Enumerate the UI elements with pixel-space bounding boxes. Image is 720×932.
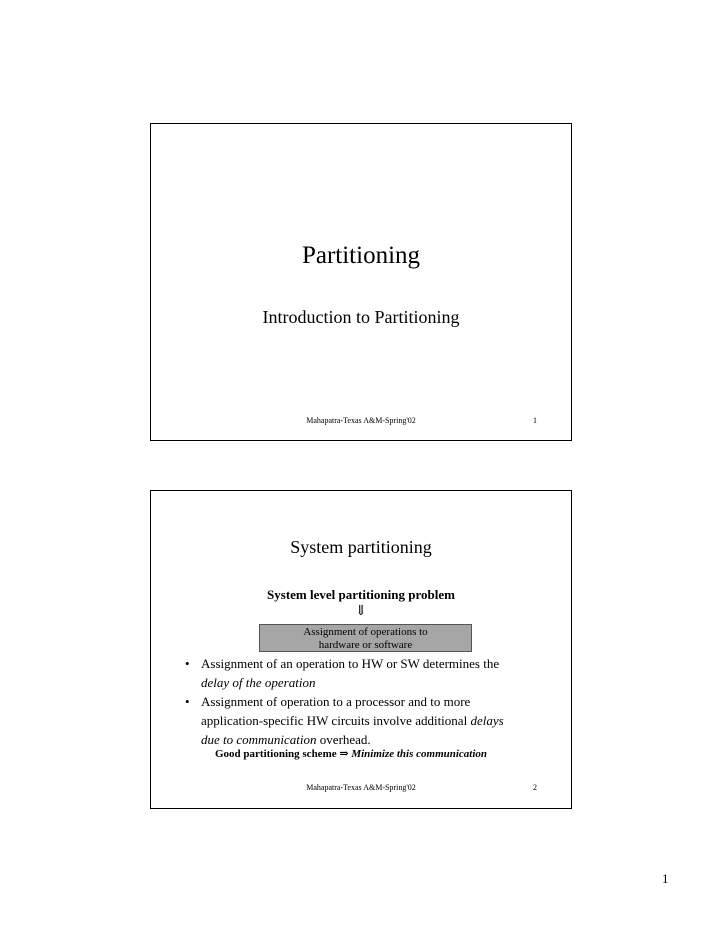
page-number: 1 [662,871,669,886]
slide-1 [150,123,572,441]
assignment-box-line-2: hardware or software [318,639,413,651]
note-italic-text: Minimize this communication [351,748,488,760]
slide-2-title: System partitioning [290,537,432,557]
slide-1-number: 1 [533,416,537,425]
assignment-box-line-1: Assignment of operations to [303,626,428,638]
bullet-line: Assignment of operation to a processor and to more [201,694,471,709]
note-bold-text: Good partitioning scheme ⇒ [215,748,352,760]
slide-2-number: 2 [533,783,537,792]
slide-2 [150,490,572,809]
italic-text: due to communication [201,732,317,747]
plain-text: overhead. [316,732,371,747]
slide-1-title: Partitioning [301,242,421,269]
bullet-list [173,654,563,749]
slide-2-footer: Mahapatra-Texas A&M-Spring'02 [306,783,416,792]
bullet-line [201,711,563,730]
bullet-line: Assignment of an operation to HW or SW determines the [201,656,500,671]
bullet-line [201,673,563,692]
italic-text: delays [470,713,504,728]
italic-text: delay of the operation [201,675,316,690]
problem-heading: System level partitioning problem [267,587,455,602]
assignment-box [259,624,472,652]
down-arrow-icon: ⇓ [355,604,367,619]
slide-1-footer: Mahapatra-Texas A&M-Spring'02 [306,416,416,425]
slide-1-subtitle: Introduction to Partitioning [262,307,460,327]
bullet-dot-icon: • [185,694,190,709]
bullet-item [173,654,563,692]
bullet-dot-icon: • [185,656,190,671]
partitioning-note [215,747,487,760]
plain-text: application-specific HW circuits involve additional [201,713,471,728]
bullet-item [173,692,563,749]
